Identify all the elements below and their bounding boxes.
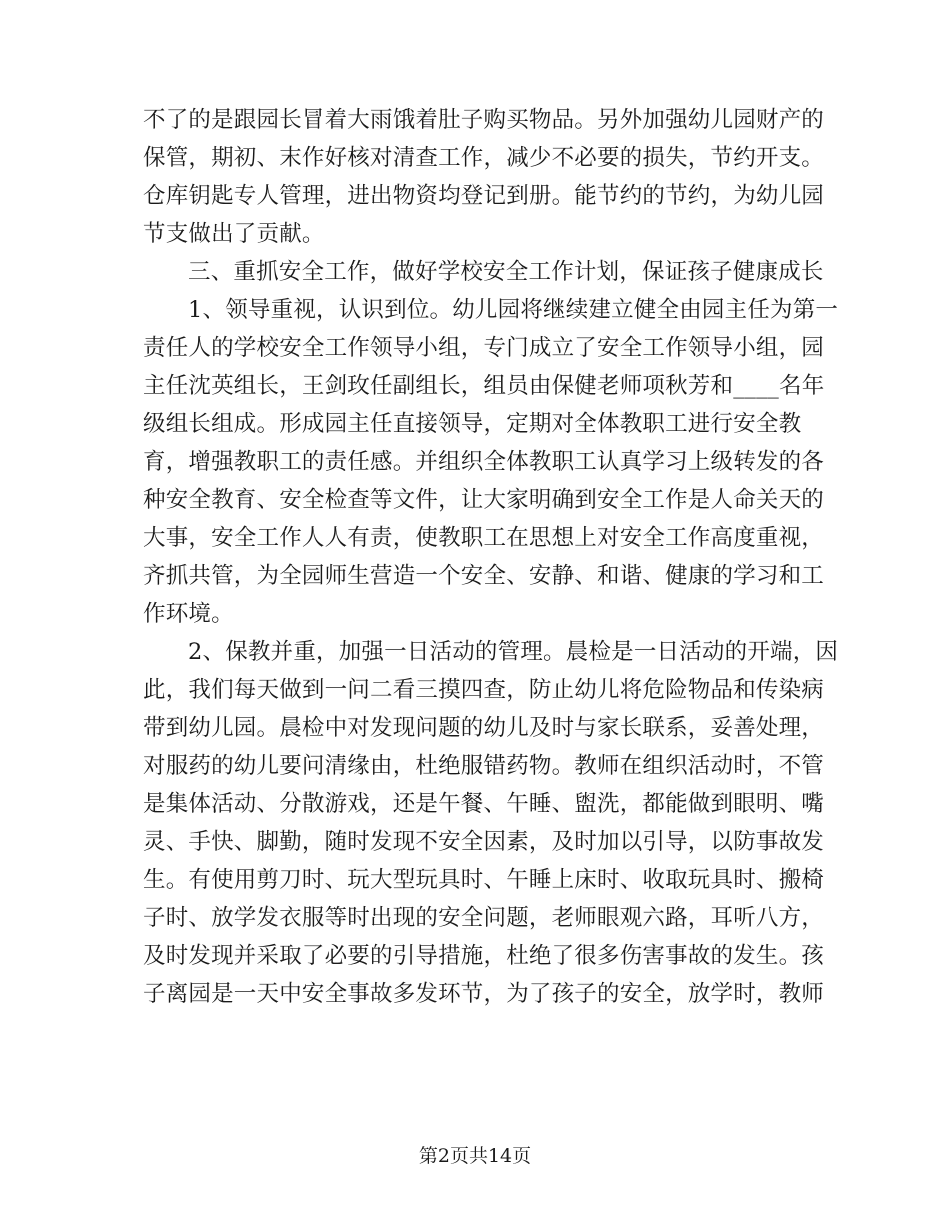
- page-number-footer: 第2页共14页: [418, 1145, 532, 1167]
- section-heading: 三、重抓安全工作，做好学校安全工作计划，保证孩子健康成长: [188, 259, 824, 285]
- body-text-line: 级组长组成。形成园主任直接领导，定期对全体教职工进行安全教: [143, 411, 802, 437]
- body-text-line: 生。有使用剪刀时、玩大型玩具时、午睡上床时、收取玩具时、搬椅: [143, 867, 825, 893]
- body-text-line: 保管，期初、末作好核对清查工作，减少不必要的损失，节约开支。: [143, 145, 825, 171]
- body-text-line: 种安全教育、安全检查等文件，让大家明确到安全工作是人命关天的: [143, 487, 825, 513]
- body-text-line: 作环境。: [143, 601, 234, 627]
- body-text-line: 仓库钥匙专人管理，进出物资均登记到册。能节约的节约，为幼儿园: [143, 183, 825, 209]
- body-text-line: 齐抓共管，为全园师生营造一个安全、安静、和谐、健康的学习和工: [143, 563, 825, 589]
- body-text-line: 大事，安全工作人人有责，使教职工在思想上对安全工作高度重视，: [143, 525, 825, 551]
- body-text-line: 责任人的学校安全工作领导小组，专门成立了安全工作领导小组，园: [143, 335, 825, 361]
- body-text-line: 是集体活动、分散游戏，还是午餐、午睡、盥洗，都能做到眼明、嘴: [143, 791, 825, 817]
- body-text-line: 节支做出了贡献。: [143, 221, 325, 247]
- body-text-line: 及时发现并采取了必要的引导措施，杜绝了很多伤害事故的发生。孩: [143, 943, 825, 969]
- body-text-line: 子时、放学发衣服等时出现的安全问题，老师眼观六路，耳听八方，: [143, 905, 825, 931]
- body-text-line: 2、保教并重，加强一日活动的管理。晨检是一日活动的开端，因: [188, 639, 839, 665]
- body-text-line: 带到幼儿园。晨检中对发现问题的幼儿及时与家长联系，妥善处理，: [143, 715, 825, 741]
- body-text-line: 子离园是一天中安全事故多发环节，为了孩子的安全，放学时，教师: [143, 981, 825, 1007]
- body-text-line: 1、领导重视，认识到位。幼儿园将继续建立健全由园主任为第一: [188, 297, 839, 323]
- body-text-line: 育，增强教职工的责任感。并组织全体教职工认真学习上级转发的各: [143, 449, 825, 475]
- body-text-line: 不了的是跟园长冒着大雨饿着肚子购买物品。另外加强幼儿园财产的: [143, 107, 825, 133]
- body-text-line: 灵、手快、脚勤，随时发现不安全因素，及时加以引导，以防事故发: [143, 829, 825, 855]
- body-text-line: 此，我们每天做到一问二看三摸四查，防止幼儿将危险物品和传染病: [143, 677, 825, 703]
- body-text-line: 主任沈英组长，王剑玫任副组长，组员由保健老师项秋芳和____名年: [143, 373, 825, 399]
- body-text-line: 对服药的幼儿要问清缘由，杜绝服错药物。教师在组织活动时，不管: [143, 753, 825, 779]
